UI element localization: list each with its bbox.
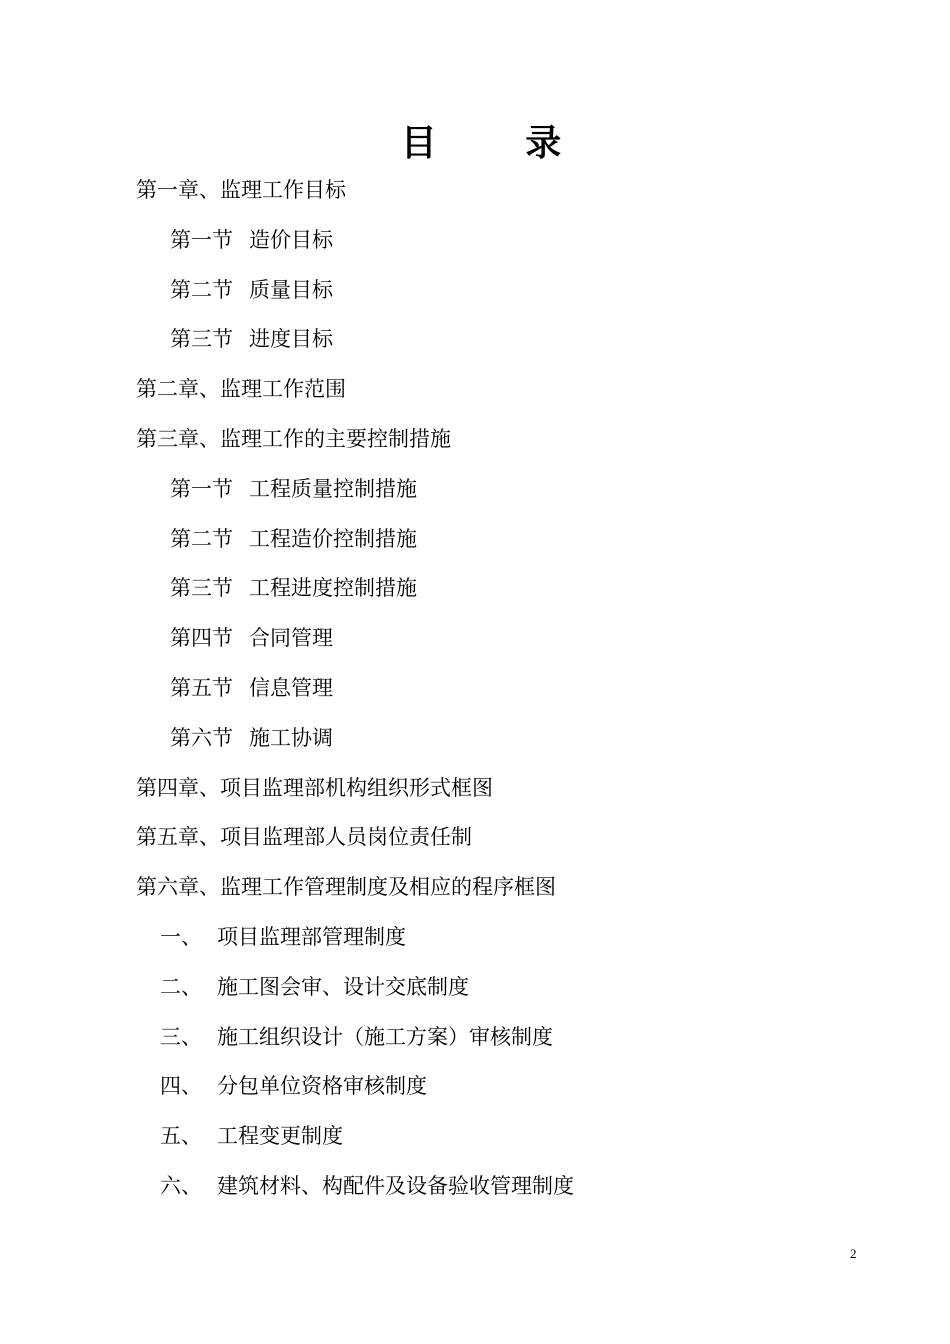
- toc-entry-text: 分包单位资格审核制度: [217, 1074, 427, 1099]
- toc-entry-number: 二、: [160, 974, 202, 999]
- toc-entry-text: 第三章、监理工作的主要控制措施: [136, 426, 451, 451]
- toc-entry-text: 第六章、监理工作管理制度及相应的程序框图: [136, 875, 556, 900]
- toc-entry-number: 第三节: [170, 327, 233, 352]
- toc-entry-chapter: [0, 764, 950, 814]
- toc-entry-number: 第六节: [170, 725, 233, 750]
- toc-entry-text: 质量目标: [249, 277, 333, 302]
- toc-entry-text: 第五章、项目监理部人员岗位责任制: [136, 825, 472, 850]
- toc-entry-rule: [0, 1162, 950, 1212]
- toc-entry-section: [0, 216, 950, 266]
- toc-entry-section: [0, 614, 950, 664]
- toc-entry-number: 第四节: [170, 626, 233, 651]
- toc-entry-number: 第一节: [170, 227, 233, 252]
- toc-entry-chapter: [0, 365, 950, 415]
- page-title: 目 录: [400, 122, 600, 164]
- toc-entry-section: [0, 315, 950, 365]
- toc-entry-number: 一、: [160, 924, 202, 949]
- toc-entry-section: [0, 564, 950, 614]
- toc-entry-chapter: [0, 863, 950, 913]
- toc-entry-text: 施工组织设计（施工方案）审核制度: [217, 1024, 553, 1049]
- toc-entry-text: 建筑材料、构配件及设备验收管理制度: [217, 1173, 574, 1198]
- toc-entry-number: 第二节: [170, 526, 233, 551]
- toc-entry-section: [0, 714, 950, 764]
- toc-entry-number: 六、: [160, 1173, 202, 1198]
- toc-entry-text: 工程造价控制措施: [249, 526, 417, 551]
- toc-entry-text: 第一章、监理工作目标: [136, 178, 346, 202]
- toc-entry-text: 施工协调: [249, 725, 333, 750]
- toc-entry-text: 第二章、监理工作范围: [136, 377, 346, 402]
- toc-entry-chapter: [0, 813, 950, 863]
- toc-entry-number: 第三节: [170, 576, 233, 601]
- toc-entry-number: 五、: [160, 1124, 202, 1149]
- toc-entry-rule: [0, 1062, 950, 1112]
- toc-entry-text: 工程质量控制措施: [249, 476, 417, 501]
- page-number: 2: [850, 1246, 857, 1261]
- toc-entry-number: 四、: [160, 1074, 202, 1099]
- toc-entry-text: 造价目标: [249, 227, 333, 252]
- toc-entry-text: 施工图会审、设计交底制度: [217, 974, 469, 999]
- toc-entry-text: 第四章、项目监理部机构组织形式框图: [136, 775, 493, 800]
- toc-entry-section: [0, 664, 950, 714]
- toc-entry-text: 工程变更制度: [217, 1124, 343, 1149]
- toc-entry-text: 工程进度控制措施: [249, 576, 417, 601]
- toc-entry-chapter: [0, 166, 950, 216]
- toc-entry-chapter: [0, 415, 950, 465]
- toc-entry-text: 信息管理: [249, 675, 333, 700]
- toc-entry-number: 三、: [160, 1024, 202, 1049]
- toc-entry-section: [0, 515, 950, 565]
- toc-entry-rule: [0, 1013, 950, 1063]
- table-of-contents: [0, 166, 950, 1212]
- toc-entry-number: 第二节: [170, 277, 233, 302]
- toc-entry-section: [0, 266, 950, 316]
- toc-entry-text: 项目监理部管理制度: [217, 924, 406, 949]
- toc-entry-text: 合同管理: [249, 626, 333, 651]
- toc-entry-section: [0, 465, 950, 515]
- toc-entry-rule: [0, 963, 950, 1013]
- toc-entry-text: 进度目标: [249, 327, 333, 352]
- toc-entry-number: 第一节: [170, 476, 233, 501]
- toc-entry-rule: [0, 913, 950, 963]
- toc-entry-rule: [0, 1112, 950, 1162]
- toc-entry-number: 第五节: [170, 675, 233, 700]
